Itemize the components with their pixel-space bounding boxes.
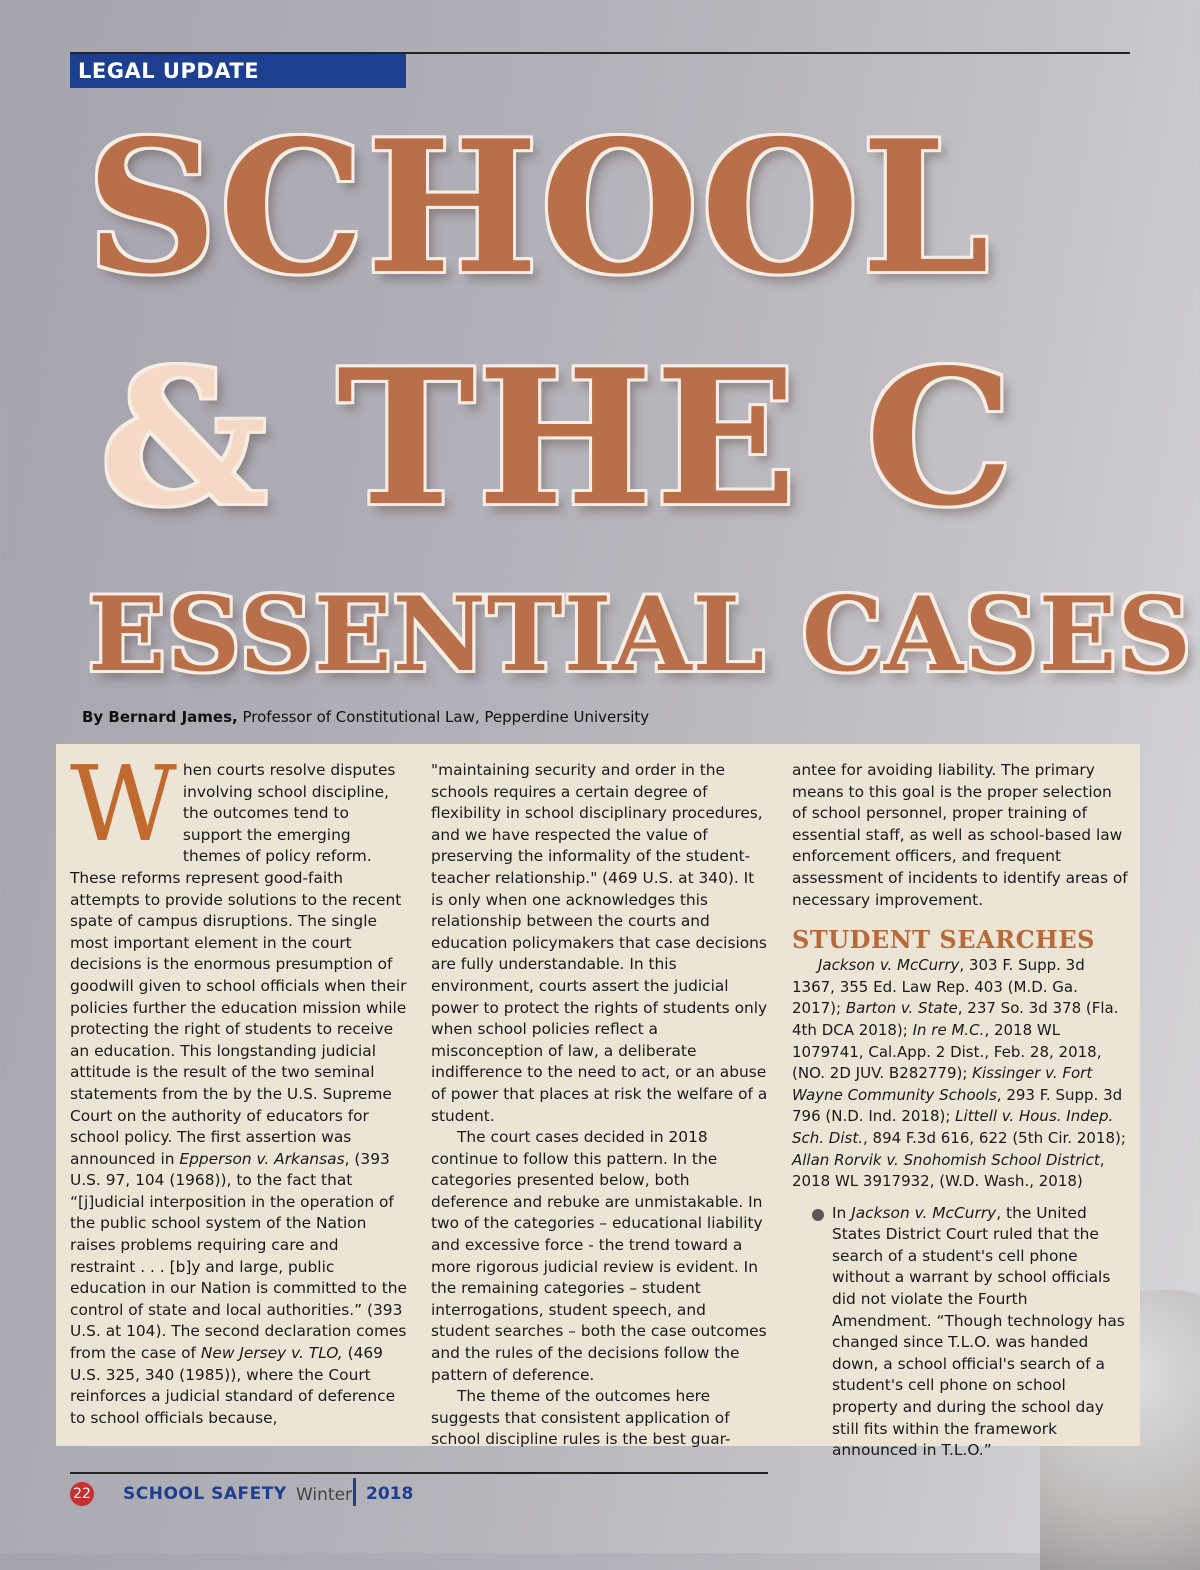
paragraph: The court cases decided in 2018 continue to follow this pattern. In the categories presented below, both deference and rebuke are unmistakable. In two of the categories – educational liability and excessive force - the trend toward a more rigorous judicial review is evident. In the remaining categories – student interrogations, student speech, and student searches – both the case outcomes and the rules of the decisions follow the pattern of deference. [431,1128,767,1384]
title-line-1: SCHOOL [86,100,992,314]
section-tag: LEGAL UPDATE [70,54,406,88]
citation-text: , 303 F. Supp. 3d 1367, 355 Ed. Law Rep. 403 (M.D. Ga. 2017); [792,956,1085,1018]
byline-author: By Bernard James, [82,708,238,726]
paragraph [70,743,408,1429]
article-column-1 [70,743,408,1429]
title-line-3: ESSENTIAL CASES [88,575,1193,695]
case-name: In re M.C. [912,1020,985,1039]
case-name: Jackson v. McCurry [851,1203,997,1222]
issue-year: 2018 [366,1484,414,1504]
paragraph: "maintaining security and order in the schools requires a certain degree of flexibility in school disciplinary procedures, and we have respected the value of preserving the informality of the student-teacher relationship." (469 U.S. at 340). It is only when one acknowledges this relationship between the courts and education policymakers that case decisions are fully understandable. In this environment, courts assert the judicial power to protect the rights of students only when school policies reflect a misconception of law, a deliberate indifference to the need to act, or an abuse of power that places at risk the welfare of a student. [431,761,768,1125]
paragraph-text: , (393 U.S. 97, 104 (1968)), to the fact that “[j]udicial interposition in the operation of the public school system of the Nation raises problems requiring care and restraint . . . [b]y and large, public education in our Nation is committed to the control of state and local authorities.” (393 U.S. at 104). The second declaration comes from the case of [70,1149,408,1363]
paragraph: antee for avoiding liability. The primary means to this goal is the proper selection of school personnel, proper training of essential staff, as well as school-based law enforcement officers, and frequent assessment of incidents to identify areas of necessary improvement. [792,761,1128,909]
issue-season: Winter [296,1485,353,1505]
article-column-2 [431,760,769,1451]
title-line-2 [100,328,1016,547]
bullet-text: In [832,1203,852,1222]
case-name: Littell v. Hous. Indep. Sch. Dist. [792,1107,1114,1147]
citation-text: , 2018 WL 1079741, Cal.App. 2 Dist., Feb. 28, 2018, (NO. 2D JUV. B282779); [792,1020,1102,1083]
paragraph-text: hen courts resolve disputes involving school discipline, the outcomes tend to support the emerging themes of policy reform. These reforms represent good-faith attempts to provide solutions to the recent spate of campus disruptions. The single most important element in the court decisions is the enormous presumption of goodwill given to school officials when their policies further the education mission while protecting the right of students to receive an education. This longstanding judicial attitude is the result of the two seminal statements from the by the U.S. Supreme Court on the authority of educators for school policy. The first assertion was announced in [70,761,407,1168]
citation-text: , 237 So. 3d 378 (Fla. 4th DCA 2018); [792,999,1119,1039]
case-name: Allan Rorvik v. Snohomish School District [792,1150,1100,1169]
footer-divider [353,1478,356,1506]
byline [82,708,649,726]
byline-affiliation: Professor of Constitutional Law, Pepperdine University [242,708,650,726]
paragraph-text: (469 U.S. 325, 340 (1985)), where the Court reinforces a judicial standard of deference to school officials because, [70,1344,396,1427]
citation-text: , 293 F. Supp. 3d 796 (N.D. Ind. 2018); [792,1085,1123,1126]
case-citations [792,955,1130,1193]
case-name: Epperson v. Arkansas [179,1149,345,1168]
citation-text: , 894 F.3d 616, 622 (5th Cir. 2018); [863,1128,1126,1147]
magazine-name: SCHOOL SAFETY [123,1484,287,1504]
case-name: Jackson v. McCurry [818,956,960,975]
citation-text: , 2018 WL 3917932, (W.D. Wash., 2018) [792,1150,1105,1191]
article-column-3 [792,760,1130,1462]
bullet-icon [812,1209,824,1221]
footer-rule [70,1472,768,1474]
case-name: New Jersey v. TLO, [200,1344,343,1363]
page-number-badge: 22 [70,1482,94,1506]
paragraph: The theme of the outcomes here suggests that consistent application of school discipline rules is the best guar- [431,1387,731,1449]
title-line-2-text: THE C [336,328,1016,547]
title-ampersand: & [100,328,270,547]
case-name: Barton v. State [845,999,958,1018]
bullet-text: , the United States District Court ruled that the search of a student's cell phone without a warrant by school officials did not violate the Fourth Amendment. “Though technology has changed since T.L.O. was handed down, a school official's search of a student's cell phone on school property and during the school day still fits within the framework announced in T.L.O.” [832,1203,1125,1460]
bullet-item [820,1203,1130,1462]
section-heading: STUDENT SEARCHES [792,925,1095,955]
drop-cap: W [70,743,177,865]
case-name: Kissinger v. Fort Wayne Community Schools [792,1064,1093,1104]
